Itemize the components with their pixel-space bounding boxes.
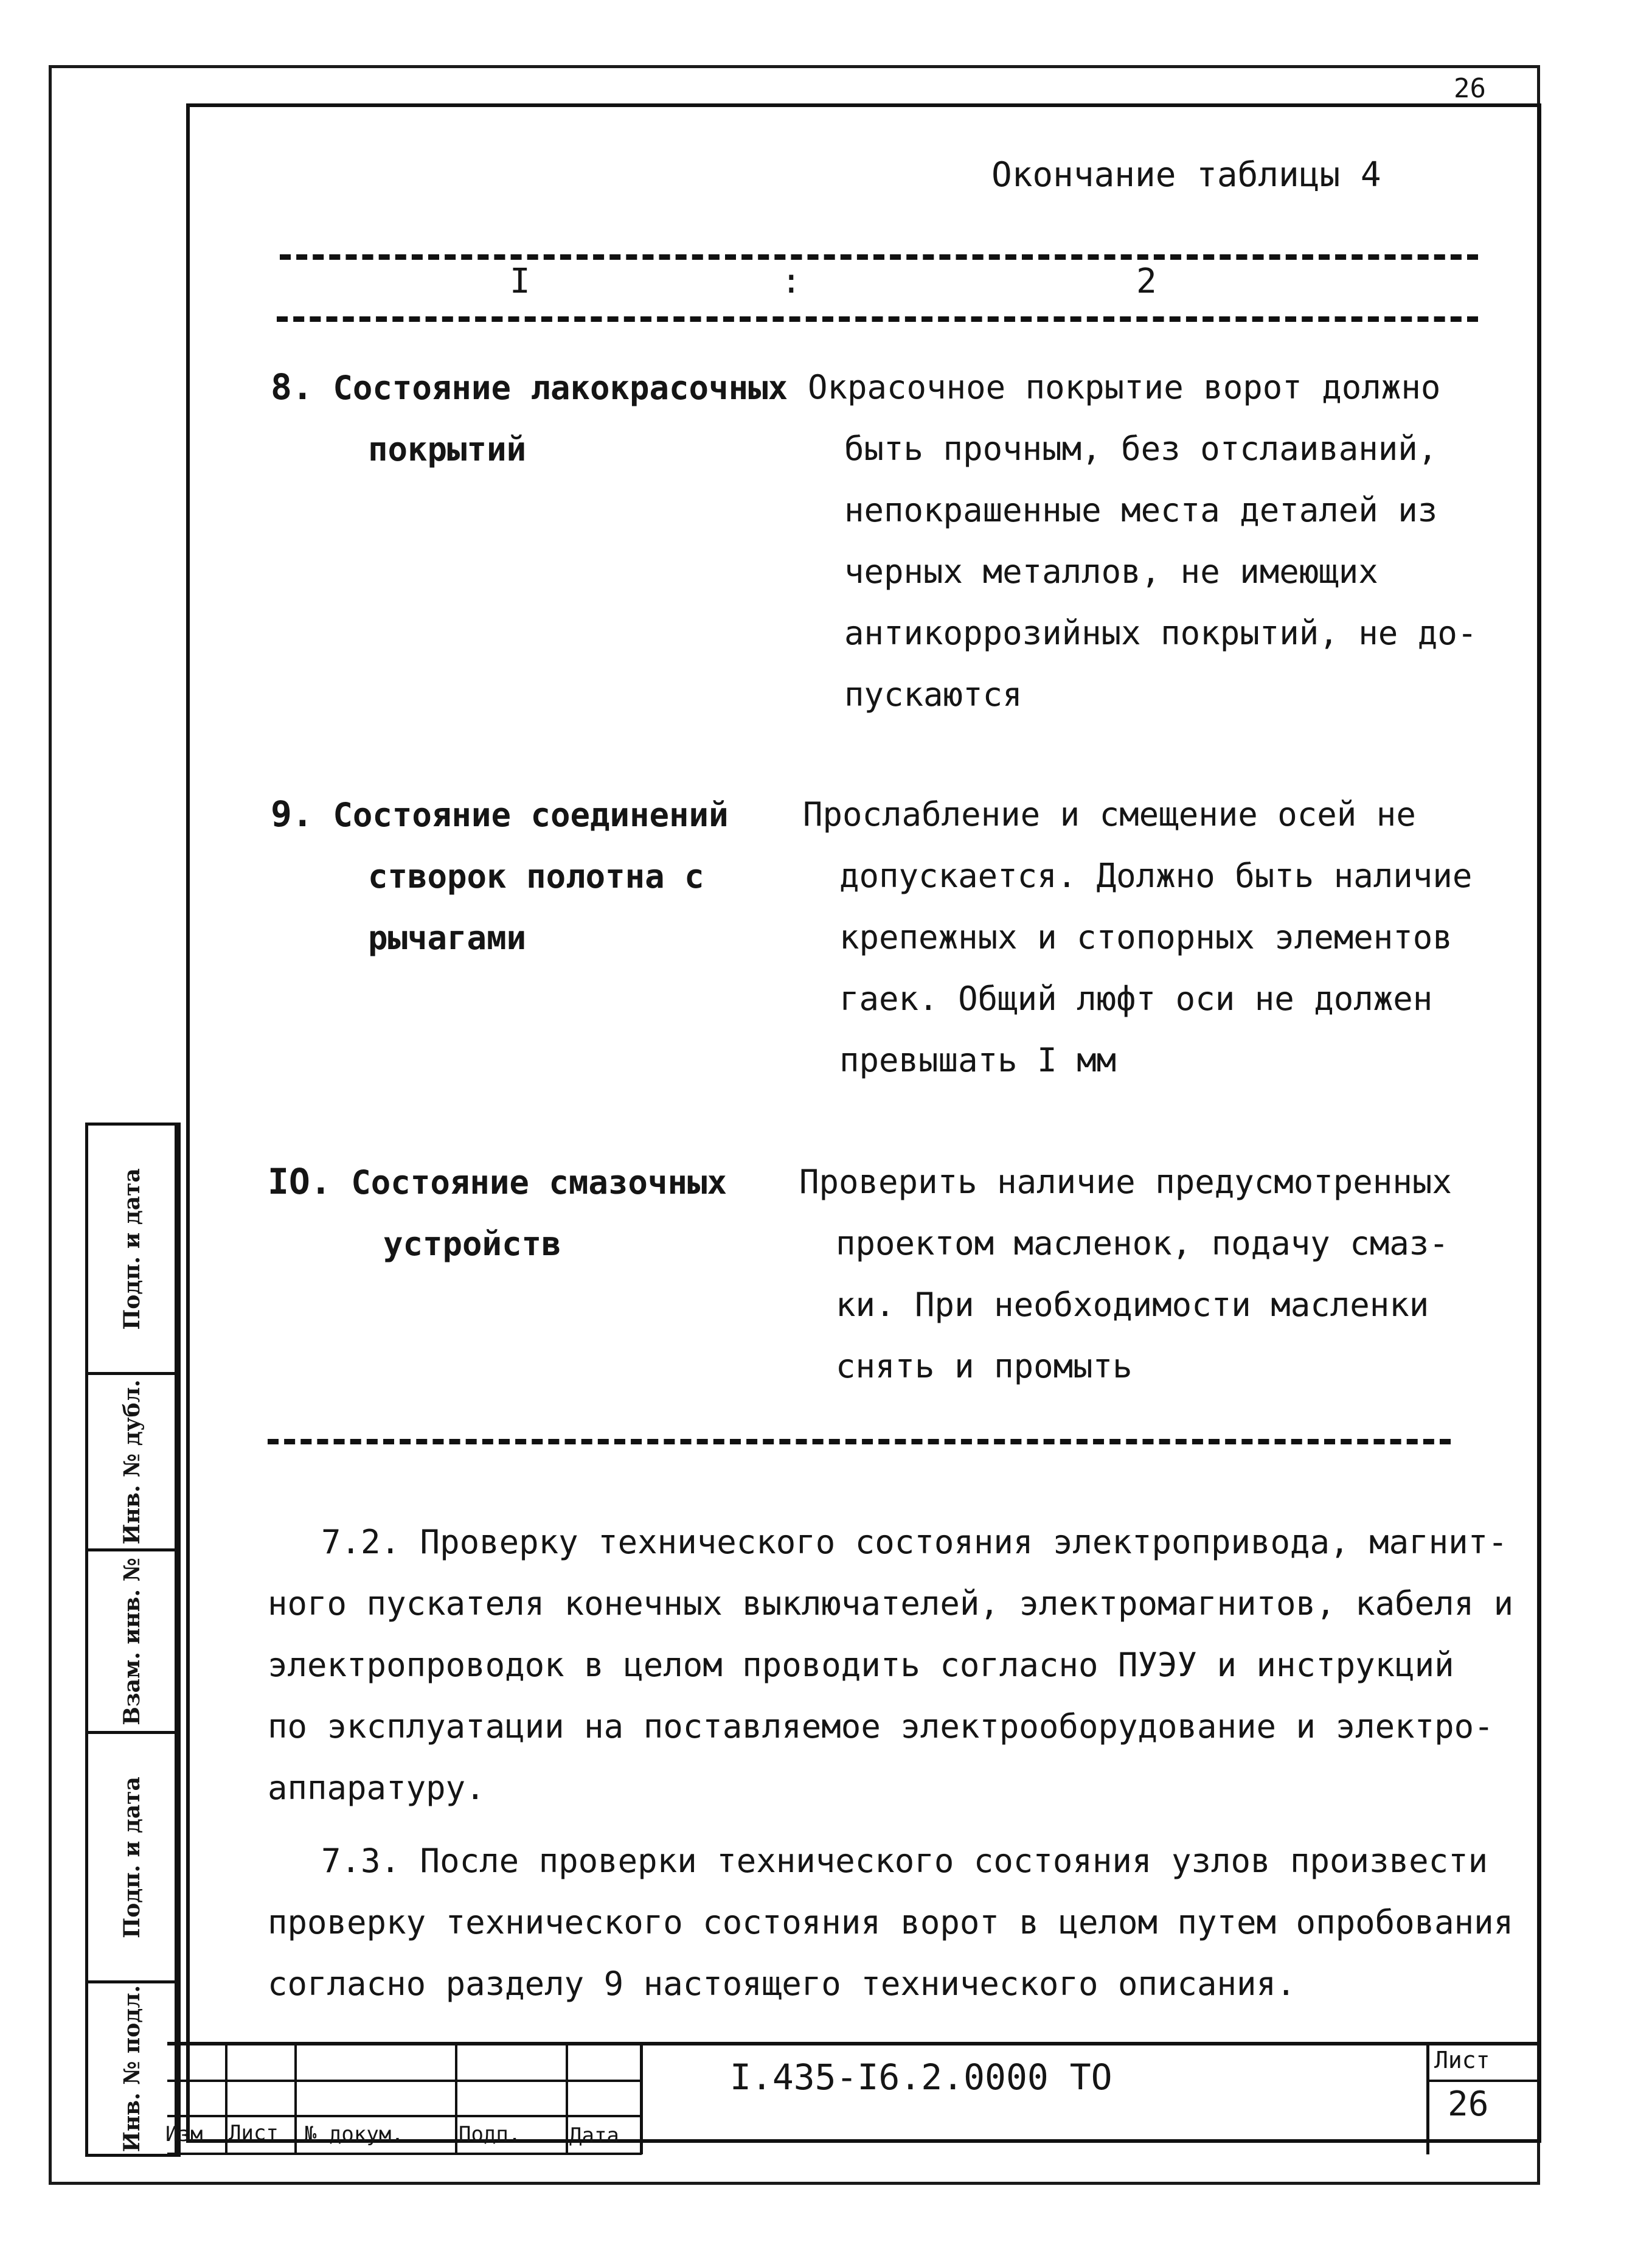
row-text-line: пускаются [844,675,1022,714]
column-separator: : [781,262,802,301]
title-block-grid-line [167,2080,642,2082]
stamp-cell-replace-inv: Взам. инв. № [88,1551,175,1734]
paragraph-line: 7.3. После проверки технического состояния узлов произвести [321,1842,1488,1880]
paragraph-7-2 [268,1511,1513,1819]
row-text-line: крепежных и стопорных элементов [839,918,1452,956]
title-block-grid-line [566,2042,568,2154]
row-number: 8. [271,366,313,408]
stamp-cell-orig-inv: Инв. № подл. [119,1985,145,2153]
paragraph-line: проверку технического состояния ворот в целом путем опробования [268,1903,1514,1941]
table-row-text [808,357,1477,725]
stamp-cell-sign-date-1: Подп. и дата [88,1126,175,1375]
row-number: IO. [268,1161,331,1202]
title-block-grid-line [455,2042,457,2154]
stamp-cell-sign-date-2: Подп. и дата [88,1734,175,1983]
label-doc-no: № докум. [304,2122,404,2146]
row-number: 9. [271,793,313,835]
row-text-line: проектом масленок, подачу смаз- [836,1224,1449,1262]
sheet-number-corner: 26 [1454,73,1486,104]
table-row-label [268,1151,727,1275]
stamp-cell-dupl-inv: Инв. № дубл. [88,1375,175,1551]
title-block-grid-line [167,2153,642,2155]
table-caption: Окончание таблицы 4 [991,155,1381,195]
row-label-line: 9. Состояние соединений [271,793,729,835]
header-top-rule [280,254,1478,260]
label-rev: Изм [165,2122,203,2146]
sheet-number: 26 [1448,2084,1489,2124]
row-text-line: гаек. Общий люфт оси не должен [839,980,1433,1018]
title-block-grid-line [1426,2080,1541,2082]
row-text-line: Прослабление и смещение осей не [803,795,1416,834]
column-header-2: 2 [1136,262,1157,301]
label-sheet: Лист [229,2121,279,2145]
title-block-grid-line [225,2042,227,2154]
title-block-grid-line [167,2115,642,2117]
column-header-1: I [510,262,530,301]
row-text-line: быть прочным, без отслаиваний, [844,430,1438,468]
row-text-line: ки. При необходимости масленки [836,1286,1429,1324]
paragraph-7-3 [268,1830,1513,2014]
table-row-text [803,784,1472,1091]
table-row-label [271,357,788,480]
row-text-line: превышать I мм [839,1041,1117,1079]
title-block-grid-line [1426,2042,1429,2154]
label-sheet-right: Лист [1434,2047,1490,2073]
row-text-line: черных металлов, не имеющих [844,552,1378,591]
row-label-line: покрытий [368,430,527,468]
label-signature: Подп. [459,2122,521,2146]
paragraph-line: по эксплуатации на поставляемое электрооборудование и электро- [268,1707,1494,1746]
row-label-line: устройств [383,1225,561,1263]
row-text-line: допускается. Должно быть наличие [839,857,1473,895]
title-block-top-rule [167,2042,1541,2045]
stamp-edge [178,1123,181,2157]
document-designation: I.435-I6.2.0000 ТО [730,2056,1112,2098]
row-text-line: антикоррозийных покрытий, не до- [844,614,1477,652]
row-text-line: Окрасочное покрытие ворот должно [808,368,1441,406]
paragraph-line: аппаратуру. [268,1769,485,1807]
row-text-line: снять и промыть [836,1347,1133,1385]
title-block-grid-line [294,2042,297,2154]
table-end-rule [268,1439,1451,1444]
header-bottom-rule [277,316,1478,322]
row-text-line: непокрашенные места деталей из [844,491,1438,529]
row-label-line: 8. Состояние лакокрасочных [271,366,788,408]
paragraph-line: электропроводок в целом проводить согласно ПУЭУ и инструкций [268,1646,1454,1684]
paragraph-line: 7.2. Проверку технического состояния электропривода, магнит- [321,1523,1508,1561]
side-stamp [85,1123,178,2157]
title-block-grid-line [640,2042,643,2154]
row-text-line: Проверить наличие предусмотренных [799,1163,1452,1201]
table-row-label [271,784,729,969]
row-label-line: створок полотна с [368,857,704,896]
table-row-text [799,1151,1452,1397]
label-date: Дата [569,2123,619,2148]
paragraph-line: согласно разделу 9 настоящего технического описания. [268,1965,1296,2003]
row-label-line: IO. Состояние смазочных [268,1161,727,1202]
paragraph-line: ного пускателя конечных выключателей, электромагнитов, кабеля и [268,1584,1514,1623]
row-label-line: рычагами [368,919,527,957]
